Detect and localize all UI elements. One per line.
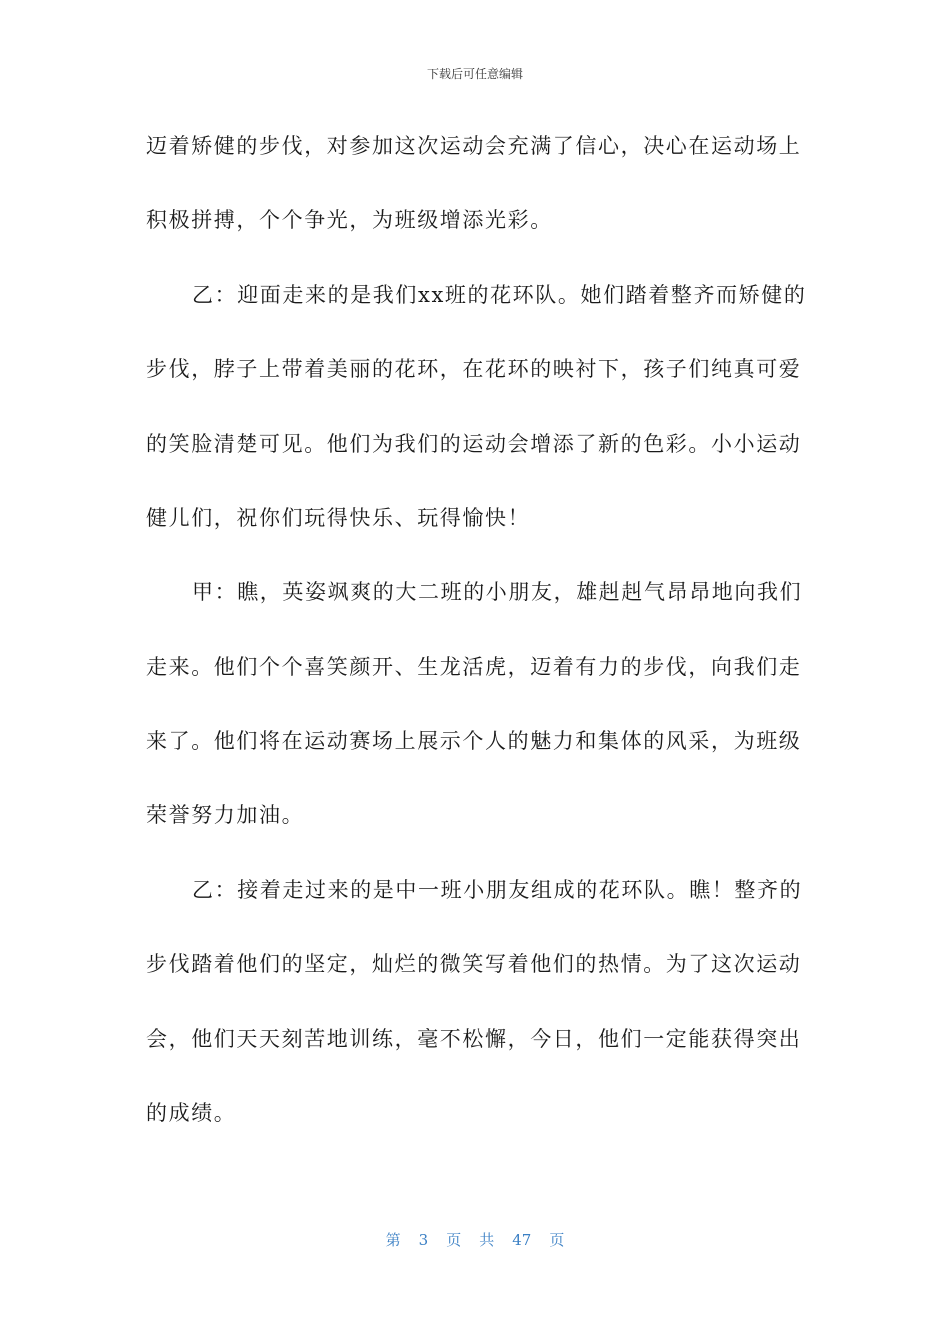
text-line: 积极拼搏，个个争光，为班级增添光彩。	[146, 208, 553, 233]
line-gap	[146, 983, 806, 1020]
page-unit: 页	[446, 1231, 462, 1249]
line-gap	[146, 165, 806, 202]
line-gap	[146, 611, 806, 648]
line-gap	[146, 686, 806, 723]
text-line: 走来。他们个个喜笑颜开、生龙活虎，迈着有力的步伐，向我们走	[146, 654, 802, 679]
line-gap	[146, 760, 806, 797]
paragraph-start-line: 乙：接着走过来的是中一班小朋友组成的花环队。瞧！整齐的	[192, 877, 803, 902]
text-line: 迈着矫健的步伐，对参加这次运动会充满了信心，决心在运动场上	[146, 134, 802, 158]
total-pages: 47	[512, 1231, 532, 1249]
page-label: 第	[385, 1231, 401, 1249]
document-body	[146, 128, 806, 1132]
line-gap	[146, 388, 806, 425]
total-unit: 页	[549, 1231, 565, 1249]
text-line: 荣誉努力加油。	[146, 803, 305, 828]
line-gap	[146, 314, 806, 351]
text-line: 的笑脸清楚可见。他们为我们的运动会增添了新的色彩。小小运动	[146, 431, 802, 456]
text-line: 健儿们，祝你们玩得快乐、玩得愉快！	[146, 505, 531, 530]
line-gap	[146, 240, 806, 277]
line-gap	[146, 537, 806, 574]
text-line: 步伐，脖子上带着美丽的花环，在花环的映衬下，孩子们纯真可爱	[146, 357, 802, 382]
paragraph-start-line: 乙：迎面走来的是我们xx班的花环队。她们踏着整齐而矫健的	[192, 282, 807, 307]
total-label: 共	[479, 1231, 495, 1249]
line-gap	[146, 909, 806, 946]
line-gap	[146, 835, 806, 872]
text-line: 的成绩。	[146, 1100, 237, 1125]
line-gap	[146, 1058, 806, 1095]
text-line: 会，他们天天刻苦地训练，毫不松懈，今日，他们一定能获得突出	[146, 1026, 802, 1051]
paragraph-start-line: 甲：瞧，英姿飒爽的大二班的小朋友，雄赳赳气昂昂地向我们	[192, 580, 803, 605]
page-footer	[0, 1230, 950, 1250]
text-line: 步伐踏着他们的坚定，灿烂的微笑写着他们的热情。为了这次运动	[146, 952, 802, 977]
page-number: 3	[418, 1231, 429, 1249]
text-line: 来了。他们将在运动赛场上展示个人的魅力和集体的风采，为班级	[146, 729, 802, 753]
line-gap	[146, 463, 806, 500]
page-header: 下载后可任意编辑	[426, 67, 523, 81]
